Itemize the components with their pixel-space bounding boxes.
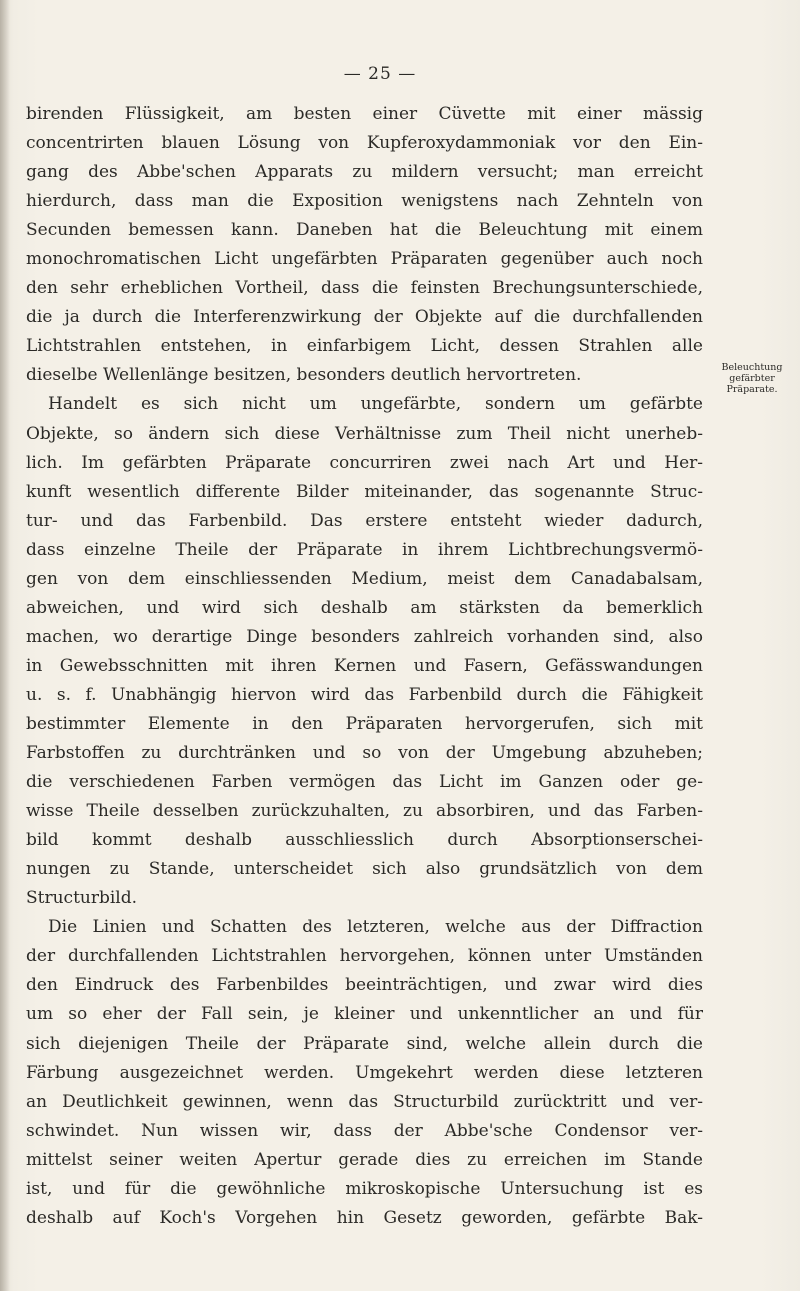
text-line: tur- und das Farbenbild. Das erstere entsteht wieder dadurch, bbox=[26, 510, 703, 531]
text-line: kunft wesentlich differente Bilder miteinander, das sogenannte Struc- bbox=[26, 481, 703, 502]
text-line: Lichtstrahlen entstehen, in einfarbigem Licht, dessen Strahlen alle bbox=[26, 336, 703, 357]
text-line: wisse Theile desselben zurückzuhalten, zu absorbiren, und das Farben- bbox=[26, 801, 703, 822]
text-line: der durchfallenden Lichtstrahlen hervorgehen, können unter Umständen bbox=[26, 946, 703, 967]
text-line: mittelst seiner weiten Apertur gerade dies zu erreichen im Stande bbox=[26, 1149, 703, 1170]
text-line: Handelt es sich nicht um ungefärbte, sondern um gefärbte bbox=[48, 394, 703, 415]
text-line: Objekte, so ändern sich diese Verhältnisse zum Theil nicht unerheb- bbox=[26, 423, 703, 444]
text-line: um so eher der Fall sein, je kleiner und unkenntlicher an und für bbox=[26, 1004, 703, 1025]
text-line: nungen zu Stande, unterscheidet sich also grundsätzlich von dem bbox=[26, 859, 703, 880]
margin-note-line: gefärbter bbox=[729, 373, 775, 384]
text-line: Structurbild. bbox=[26, 888, 138, 909]
margin-note bbox=[706, 362, 798, 395]
text-line: lich. Im gefärbten Präparate concurriren zwei nach Art und Her- bbox=[26, 452, 703, 473]
text-line: den sehr erheblichen Vortheil, dass die feinsten Brechungsunterschiede, bbox=[26, 278, 703, 299]
text-line: Färbung ausgezeichnet werden. Umgekehrt werden diese letzteren bbox=[26, 1062, 703, 1083]
margin-note-line: Beleuchtung bbox=[721, 362, 783, 373]
text-line: gang des Abbe'schen Apparats zu mildern versucht; man erreicht bbox=[26, 162, 703, 183]
text-line: in Gewebsschnitten mit ihren Kernen und Fasern, Gefässwandungen bbox=[26, 655, 703, 676]
text-line: Secunden bemessen kann. Daneben hat die Beleuchtung mit einem bbox=[26, 220, 703, 241]
text-line: gen von dem einschliessenden Medium, meist dem Canadabalsam, bbox=[26, 568, 703, 589]
text-line: u. s. f. Unabhängig hiervon wird das Farbenbild durch die Fähigkeit bbox=[26, 684, 703, 705]
text-line: dass einzelne Theile der Präparate in ihrem Lichtbrechungsvermö- bbox=[26, 539, 703, 560]
text-line: an Deutlichkeit gewinnen, wenn das Structurbild zurücktritt und ver- bbox=[26, 1091, 703, 1112]
spine-shadow bbox=[0, 0, 10, 1291]
text-line: die ja durch die Interferenzwirkung der Objekte auf die durchfallenden bbox=[26, 307, 703, 328]
text-line: bild kommt deshalb ausschliesslich durch Absorptionserschei- bbox=[26, 830, 703, 851]
text-line: bestimmter Elemente in den Präparaten hervorgerufen, sich mit bbox=[26, 713, 703, 734]
text-line: schwindet. Nun wissen wir, dass der Abbe'sche Condensor ver- bbox=[26, 1120, 703, 1141]
text-line: abweichen, und wird sich deshalb am stärksten da bemerklich bbox=[26, 597, 703, 618]
text-line: monochromatischen Licht ungefärbten Präparaten gegenüber auch noch bbox=[26, 249, 703, 270]
text-line: birenden Flüssigkeit, am besten einer Cüvette mit einer mässig bbox=[26, 104, 703, 124]
text-line: deshalb auf Koch's Vorgehen hin Gesetz geworden, gefärbte Bak- bbox=[26, 1207, 703, 1228]
margin-note-line: Präparate. bbox=[726, 384, 778, 395]
text-line: Farbstoffen zu durchtränken und so von der Umgebung abzuheben; bbox=[26, 743, 703, 764]
text-line: den Eindruck des Farbenbildes beeinträchtigen, und zwar wird dies bbox=[26, 975, 703, 996]
body-text bbox=[26, 100, 703, 1233]
text-line: hierdurch, dass man die Exposition wenigstens nach Zehnteln von bbox=[26, 191, 703, 212]
text-line: ist, und für die gewöhnliche mikroskopische Untersuchung ist es bbox=[26, 1178, 703, 1199]
text-line: sich diejenigen Theile der Präparate sind, welche allein durch die bbox=[26, 1033, 703, 1054]
text-line: Die Linien und Schatten des letzteren, welche aus der Diffraction bbox=[48, 917, 703, 938]
text-line: concentrirten blauen Lösung von Kupferoxydammoniak vor den Ein- bbox=[26, 133, 703, 154]
text-line: dieselbe Wellenlänge besitzen, besonders deutlich hervortreten. bbox=[26, 365, 582, 386]
text-line: machen, wo derartige Dinge besonders zahlreich vorhanden sind, also bbox=[26, 626, 703, 647]
text-line: die verschiedenen Farben vermögen das Licht im Ganzen oder ge- bbox=[26, 772, 703, 793]
page-number: — 25 — bbox=[343, 64, 417, 84]
